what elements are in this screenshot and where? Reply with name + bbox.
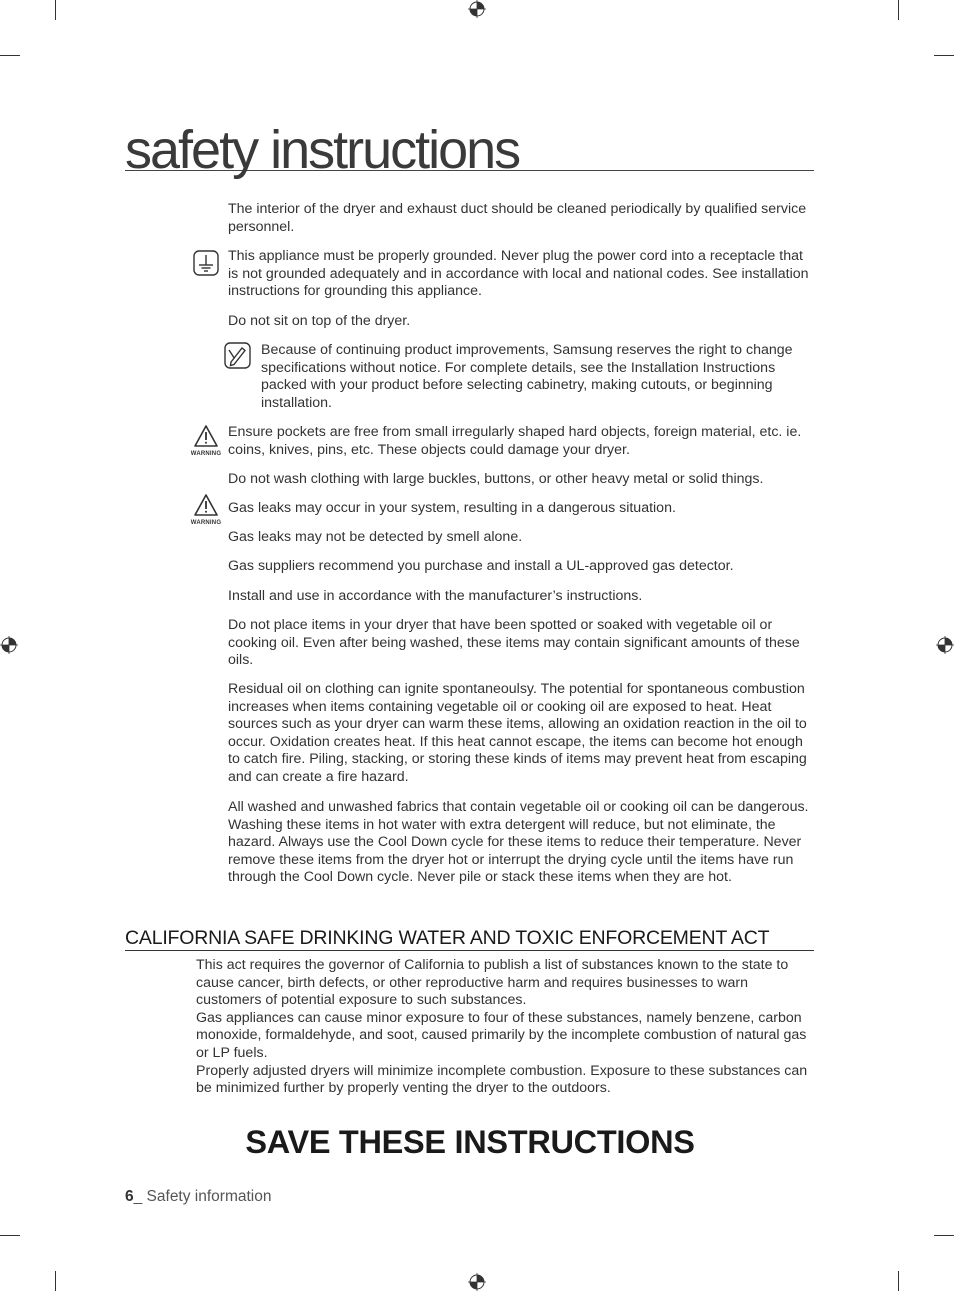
crop-mark	[898, 1271, 899, 1291]
crop-mark	[0, 55, 20, 56]
ground-icon	[193, 250, 219, 276]
paragraph-residual-oil: Residual oil on clothing can ignite spontaneoulsy. The potential for spontaneous combustion increases when items containing vegetable oil or cooking oil are exposed to heat. Heat sources such as your dryer can warm these items, allowing an oxidation reaction in the oil to occur. Oxidation creates heat. If this heat cannot escape, the items can become hot enough to catch fire. Piling, stacking, or storing these kinds of items may prevent heat from escaping and can create a fire hazard.	[228, 681, 807, 785]
paragraph-gas-detector: Gas suppliers recommend you purchase and install a UL-approved gas detector.	[228, 558, 734, 574]
paragraph-gas-leaks: Gas leaks may occur in your system, resulting in a dangerous situation.	[228, 500, 676, 516]
paragraph-buckles: Do not wash clothing with large buckles, buttons, or other heavy metal or solid things.	[228, 471, 764, 487]
crop-mark	[934, 1235, 954, 1236]
warning-icon	[186, 424, 226, 458]
registration-mark-icon	[0, 636, 18, 654]
footer	[125, 1188, 271, 1206]
california-heading: CALIFORNIA SAFE DRINKING WATER AND TOXIC ENFORCEMENT ACT	[125, 926, 814, 951]
note-product-improvements: Because of continuing product improvements, Samsung reserves the right to change specifications without notice. For complete details, see the Installation Instructions packed with your product before selecting cabinetry, making cutouts, or beginning installation.	[261, 342, 793, 411]
paragraph-do-not-sit: Do not sit on top of the dryer.	[228, 313, 411, 329]
paragraph-pockets: Ensure pockets are free from small irregularly shaped hard objects, foreign material, etc. ie. coins, knives, pins, etc. These objects could damage your dryer.	[228, 424, 802, 458]
crop-mark	[934, 55, 954, 56]
registration-mark-icon	[468, 1273, 486, 1291]
warning-label: WARNING	[190, 451, 222, 457]
registration-mark-icon	[468, 0, 486, 18]
note-icon	[224, 342, 251, 369]
paragraph-oil-items: Do not place items in your dryer that have been spotted or soaked with vegetable oil or cooking oil. Even after being washed, these items may contain significant amounts of these oils.	[228, 617, 800, 669]
california-line: Properly adjusted dryers will minimize incomplete combustion. Exposure to these substances can be minimized further by properly venting the dryer to the outdoors.	[196, 1062, 808, 1097]
save-instructions-heading: SAVE THESE INSTRUCTIONS	[245, 1124, 695, 1160]
paragraph-gas-smell: Gas leaks may not be detected by smell alone.	[228, 529, 523, 545]
paragraph-fabrics: All washed and unwashed fabrics that contain vegetable oil or cooking oil can be dangerous. Washing these items in hot water with extra detergent will reduce, but not eliminate, the hazard. Always use the Cool Down cycle for these items to reduce their temperature. Never remove these items from the dryer hot or interrupt the drying cycle until the items have run through the Cool Down cycle. Never pile or stack these items when they are hot.	[228, 799, 809, 886]
california-line: This act requires the governor of California to publish a list of substances known to the state to cause cancer, birth defects, or other reproductive harm and requires businesses to warn customers of potential exposure to such substances.	[196, 957, 789, 1009]
warning-label: WARNING	[190, 520, 222, 526]
california-line: Gas appliances can cause minor exposure to four of these substances, namely benzene, carbon monoxide, formaldehyde, and soot, caused primarily by the incomplete combustion of natural gas or LP fuels.	[196, 1009, 807, 1061]
paragraph-grounding: This appliance must be properly grounded. Never plug the power cord into a receptacle that is not grounded adequately and in accordance with local and national codes. See installation instructions for grounding this appliance.	[228, 248, 809, 300]
crop-mark	[55, 1271, 56, 1291]
page-title: safety instructions	[125, 120, 814, 171]
warning-icon	[186, 493, 226, 527]
crop-mark	[0, 1235, 20, 1236]
california-body	[196, 957, 816, 1098]
crop-mark	[898, 0, 899, 20]
crop-mark	[55, 0, 56, 20]
paragraph-manufacturer: Install and use in accordance with the manufacturer’s instructions.	[228, 588, 643, 604]
registration-mark-icon	[936, 636, 954, 654]
page-number: 6	[125, 1188, 134, 1205]
footer-section: _ Safety information	[133, 1188, 272, 1205]
paragraph-duct-cleaning: The interior of the dryer and exhaust duct should be cleaned periodically by qualified service personnel.	[228, 201, 807, 235]
